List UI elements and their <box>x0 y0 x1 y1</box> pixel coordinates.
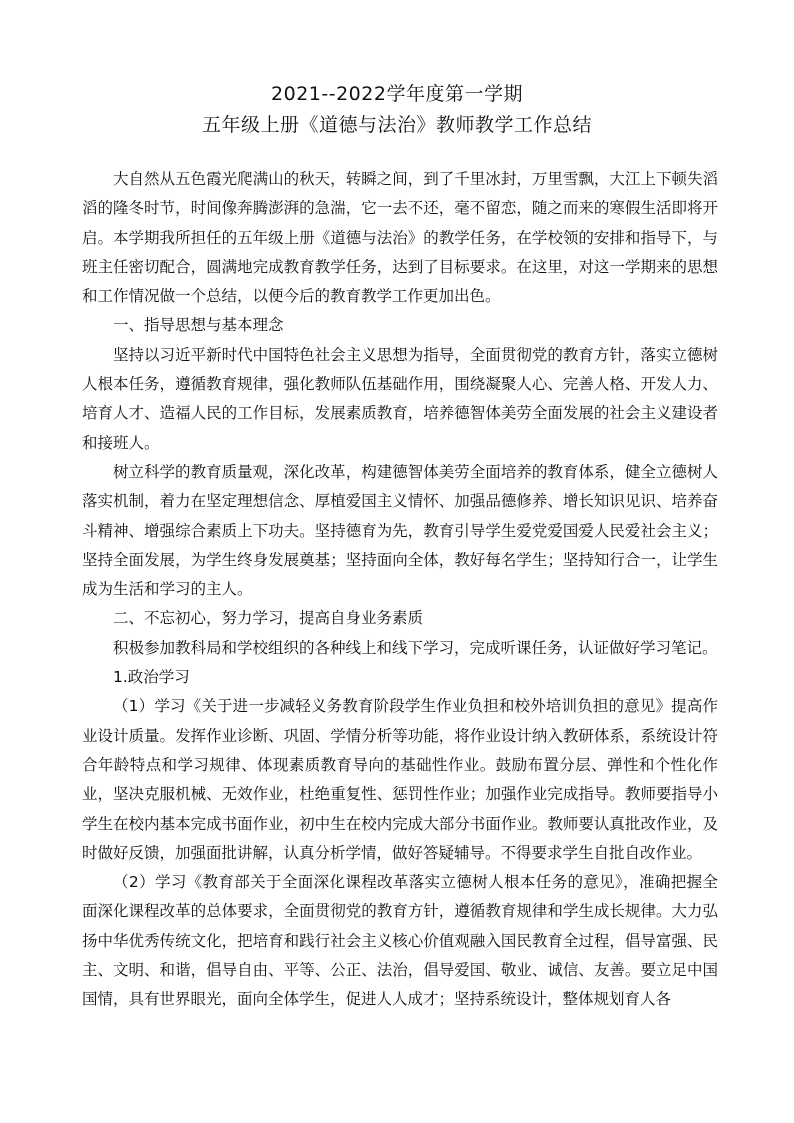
body-paragraph: 积极参加教科局和学校组织的各种线上和线下学习，完成听课任务，认证做好学习笔记。 <box>113 638 718 657</box>
body-paragraph: 树立科学的教育质量观，深化改革，构建德智体美劳全面培养的教育体系，健全立德树人落实机制，着力在坚定理想信念、厚植爱国主义情怀、加强品德修养、增长知识见识、培养奋斗精神、增强综合素质上下功夫。坚持德育为先，教育引导学生爱党爱国爱人民爱社会主义；坚持全面发展，为学生终身发展奠基；坚持面向全体，教好每名学生；坚持知行合一，让学生成为生活和学习的主人。 <box>82 462 718 599</box>
body-paragraph: 坚持以习近平新时代中国特色社会主义思想为指导，全面贯彻党的教育方针，落实立德树人根本任务，遵循教育规律，强化教师队伍基础作用，围绕凝聚人心、完善人格、开发人力、培育人才、造福人民的工作目标，发展素质教育，培养德智体美劳全面发展的社会主义建设者和接班人。 <box>82 345 718 452</box>
body-paragraph: （2）学习《教育部关于全面深化课程改革落实立德树人根本任务的意见》，准确把握全面深化课程改革的总体要求，全面贯彻党的教育方针，遵循教育规律和学生成长规律。大力弘扬中华优秀传统文化，把培育和践行社会主义核心价值观融入国民教育全过程，倡导富强、民主、文明、和谐，倡导自由、平等、公正、法治，倡导爱国、敬业、诚信、友善。要立足中国国情，具有世界眼光，面向全体学生，促进人人成才；坚持系统设计，整体规划育人各 <box>82 873 718 1009</box>
section-heading-study: 二、不忘初心，努力学习，提高自身业务素质 <box>113 609 424 628</box>
document-title-line-1: 2021--2022学年度第一学期 <box>271 83 523 105</box>
section-heading-guiding-thought: 一、指导思想与基本理念 <box>113 316 284 335</box>
document-body <box>82 165 718 1015</box>
subsection-heading-political-study: 1.政治学习 <box>113 668 190 687</box>
body-paragraph: （1）学习《关于进一步减轻义务教育阶段学生作业负担和校外培训负担的意见》提高作业设计质量。发挥作业诊断、巩固、学情分析等功能，将作业设计纳入教研体系，系统设计符合年龄特点和学习规律、体现素质教育导向的基础性作业。鼓励布置分层、弹性和个性化作业，坚决克服机械、无效作业，杜绝重复性、惩罚性作业；加强作业完成指导。教师要指导小学生在校内基本完成书面作业，初中生在校内完成大部分书面作业。教师要认真批改作业，及时做好反馈，加强面批讲解，认真分析学情，做好答疑辅导。不得要求学生自批自改作业。 <box>82 697 718 862</box>
intro-paragraph: 大自然从五色霞光爬满山的秋天，转瞬之间，到了千里冰封，万里雪飘，大江上下顿失滔滔的隆冬时节，时间像奔腾澎湃的急湍，它一去不还，毫不留恋，随之而来的寒假生活即将开启。本学期我所担任的五年级上册《道德与法治》的教学任务，在学校领的安排和指导下，与班主任密切配合，圆满地完成教育教学任务，达到了目标要求。在这里，对这一学期来的思想和工作情况做一个总结，以便今后的教育教学工作更加出色。 <box>82 170 718 306</box>
document-title-line-2: 五年级上册《道德与法治》教师教学工作总结 <box>201 114 592 136</box>
